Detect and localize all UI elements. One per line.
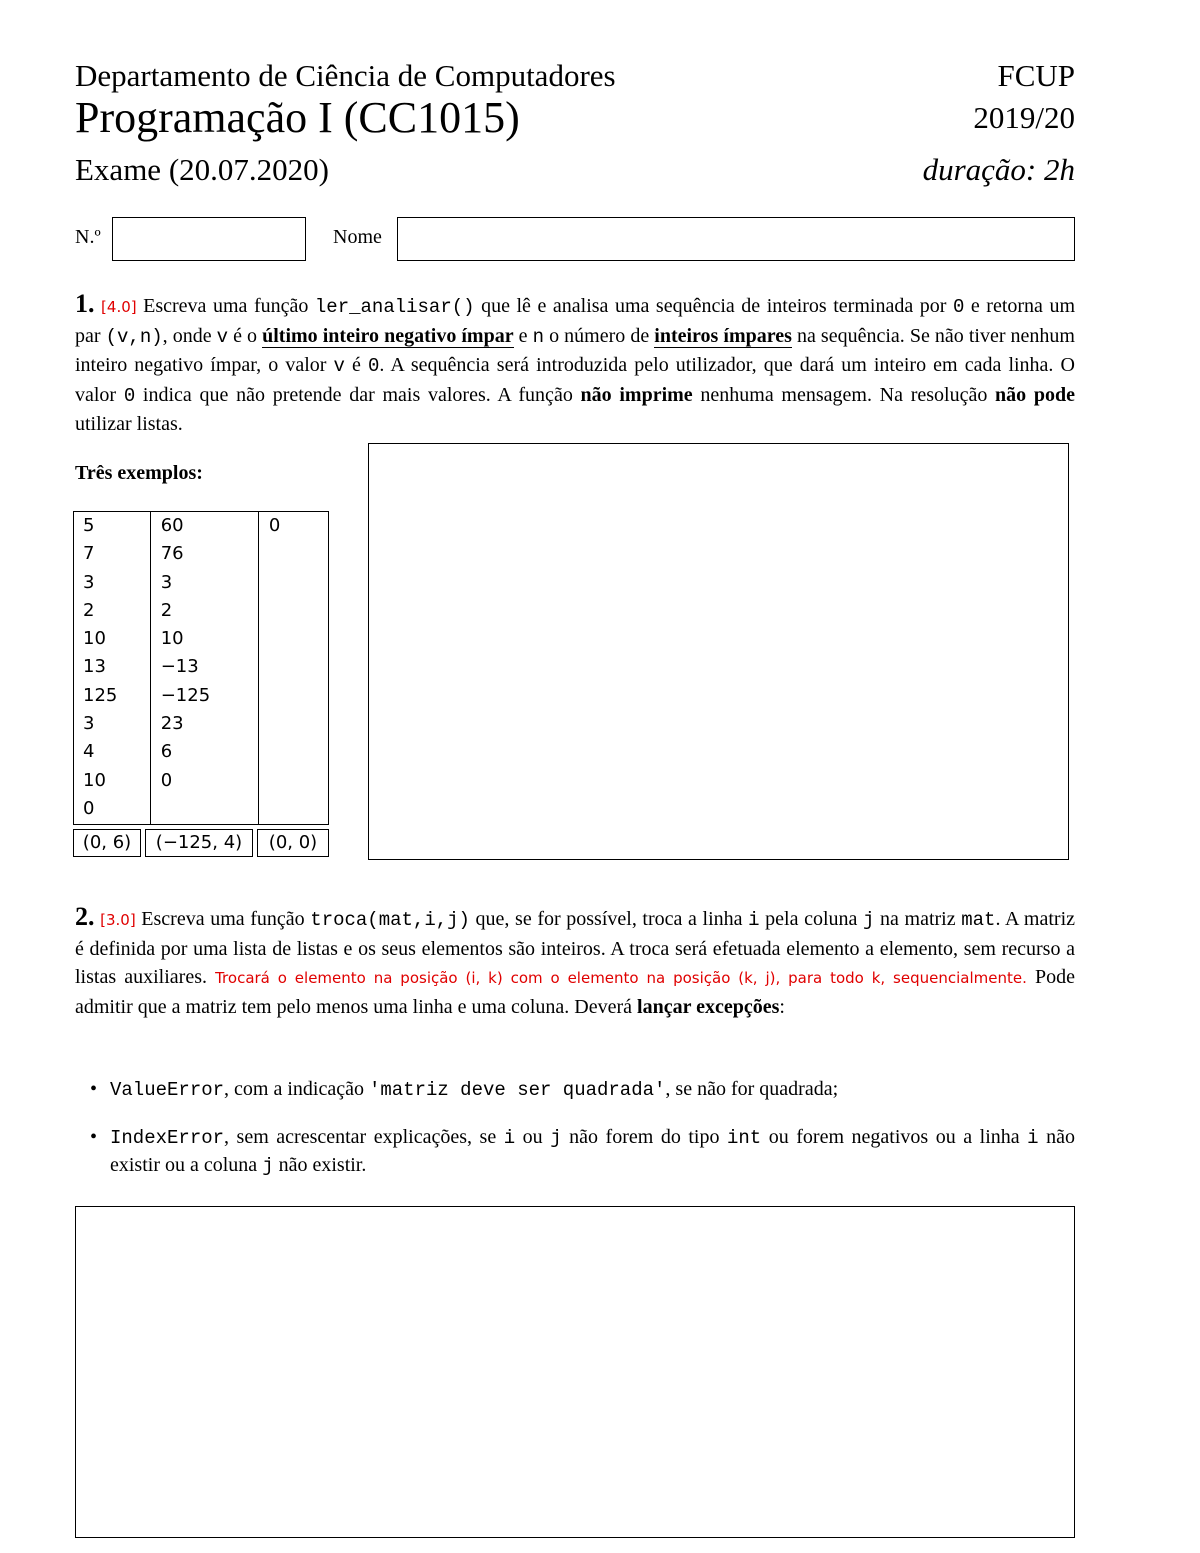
answer-box-question-2[interactable] <box>75 1206 1075 1538</box>
student-number-field[interactable] <box>112 217 306 261</box>
exam-title: Exame (20.07.2020) <box>75 152 329 187</box>
example-value: 4 <box>83 741 95 763</box>
example-value: 10 <box>83 769 106 791</box>
department-name: Departamento de Ciência de Computadores <box>75 58 616 93</box>
example-value: −13 <box>160 656 199 678</box>
example-column-2 <box>151 512 259 824</box>
example-value: 10 <box>83 628 106 650</box>
example-value: 5 <box>83 515 95 536</box>
course-title: Programação I (CC1015) <box>75 93 520 142</box>
student-number-label: N.º <box>75 226 101 248</box>
function-name-2: troca(mat,i,j) <box>310 909 470 931</box>
example-value: 6 <box>160 741 173 763</box>
question-1-text: 1. [4.0] Escreva uma função ler_analisar() que lê e analisa uma sequência de inteiros terminada por 0 e retorna um par (v,n), onde v é o último inteiro negativo ímpar e n o número de inteiros ímpares na sequência. Se não tiver nenhum inteiro negativo ímpar, o valor v é 0. A sequência será introduzida pelo utilizador, que dará um inteiro em cada linha. O valor 0 indica que não pretende dar mais valores. A função não imprime nenhuma mensagem. Na resolução não pode utilizar listas. <box>75 289 1076 436</box>
example-value: 0 <box>83 797 95 819</box>
example-value: 3 <box>160 571 173 593</box>
bullet-icon: • <box>90 1078 98 1100</box>
examples-table <box>73 511 329 857</box>
example-result-2: (−125, 4) <box>145 829 253 857</box>
example-column-3 <box>259 512 329 824</box>
example-value: 10 <box>160 628 184 650</box>
example-result-3: (0, 0) <box>257 829 329 857</box>
example-value: 125 <box>83 684 118 706</box>
example-value: 0 <box>268 515 281 536</box>
example-value: 2 <box>160 599 173 621</box>
example-value: 0 <box>160 769 173 791</box>
student-name-label: Nome <box>333 226 382 248</box>
example-value: 2 <box>83 599 95 621</box>
bullet-value-error: • ValueError, com a indicação 'matriz deve ser quadrada', se não for quadrada; <box>90 1078 839 1101</box>
example-column-1 <box>74 512 151 824</box>
emphasis-last-negative-odd: último inteiro negativo ímpar <box>262 324 514 347</box>
answer-box-question-1[interactable] <box>368 443 1069 860</box>
question-1-number: 1. <box>75 289 95 318</box>
red-note: Trocará o elemento na posição (i, k) com o elemento na posição (k, j), para todo k, sequencialmente. <box>215 969 1027 988</box>
example-value: 3 <box>83 713 95 735</box>
question-2-number: 2. <box>75 902 95 931</box>
question-2-points: [3.0] <box>100 911 136 929</box>
academic-year: 2019/20 <box>973 100 1075 135</box>
student-name-field[interactable] <box>397 217 1075 261</box>
example-value: 7 <box>83 543 95 565</box>
example-value: 3 <box>83 571 95 593</box>
exam-duration: duração: 2h <box>922 152 1075 187</box>
example-value: 23 <box>160 713 184 735</box>
example-result-1: (0, 6) <box>73 829 141 857</box>
example-value: 76 <box>160 543 184 565</box>
emphasis-odd-integers: inteiros ímpares <box>654 324 792 347</box>
examples-title: Três exemplos: <box>75 462 203 484</box>
example-value: 13 <box>83 656 106 678</box>
bullet-index-error: • IndexError, sem acrescentar explicações, se i ou j não forem do tipo int ou forem negativos ou a linha i não existir ou a coluna j não existir. <box>90 1126 1075 1177</box>
bullet-icon: • <box>90 1126 98 1148</box>
school-name: FCUP <box>997 58 1075 93</box>
question-2-text: 2. [3.0] Escreva uma função troca(mat,i,j) que, se for possível, troca a linha i pela coluna j na matriz mat. A matriz é definida por uma lista de listas e os seus elementos são inteiros. A troca será efetuada elemento a elemento, sem recurso a listas auxiliares. Trocará o elemento na posição (i, k) com o elemento na posição (k, j), para todo k, sequencialmente. Pode admitir que a matriz tem pelo menos uma linha e uma coluna. Deverá lançar excepções: <box>75 902 1076 1018</box>
example-value: 60 <box>160 515 184 536</box>
example-value: −125 <box>160 684 211 706</box>
function-name: ler_analisar() <box>314 296 475 318</box>
question-1-points: [4.0] <box>101 298 137 316</box>
